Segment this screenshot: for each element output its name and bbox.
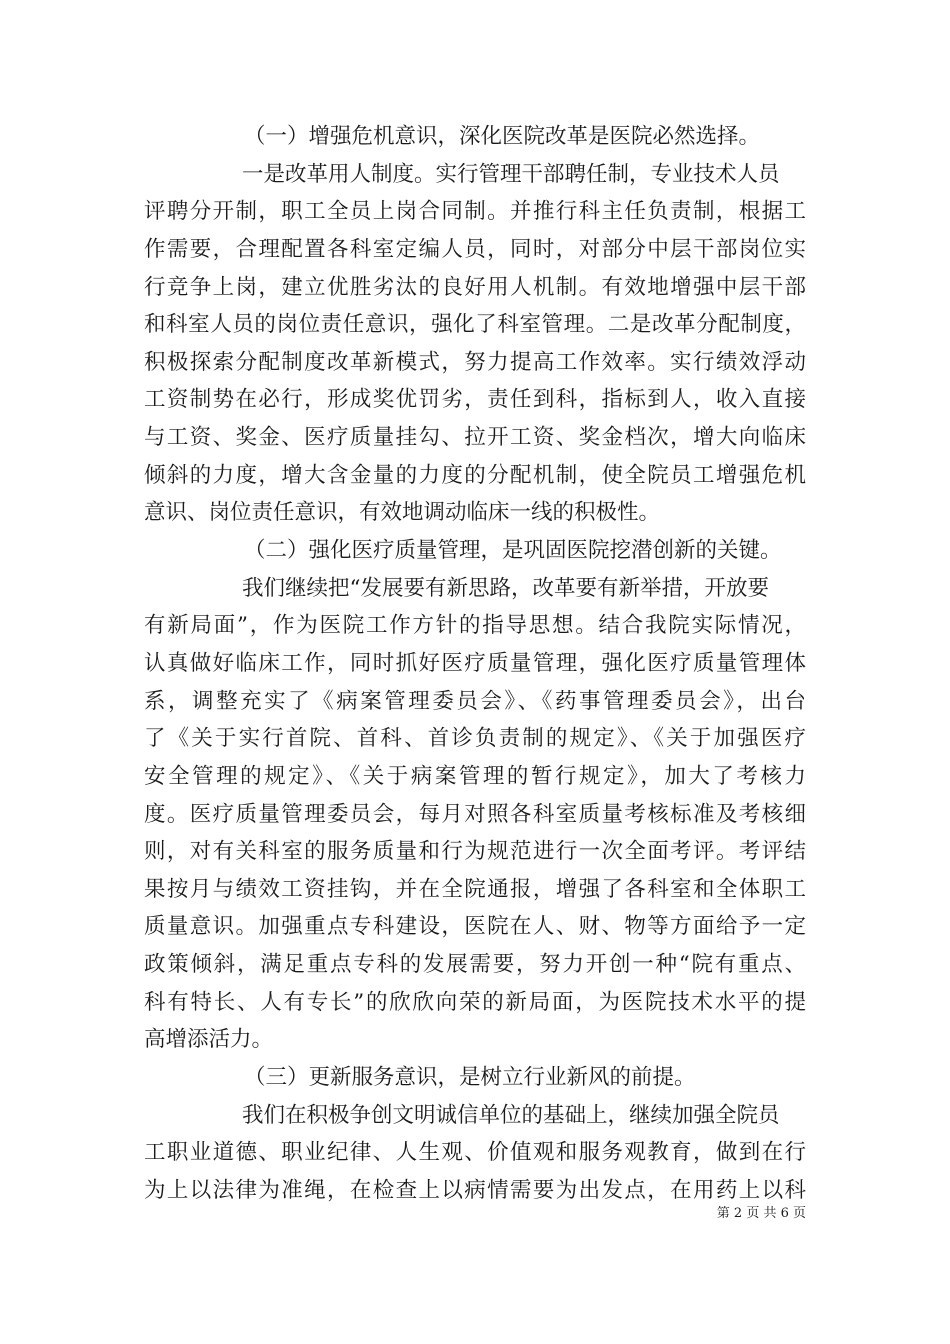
text-line: 高增添活力。 bbox=[144, 1027, 274, 1053]
text-line: 认真做好临床工作，同时抓好医疗质量管理，强化医疗质量管理体 bbox=[144, 650, 806, 676]
text-line: 倾斜的力度，增大含金量的力度的分配机制，使全院员工增强危机 bbox=[144, 462, 806, 488]
text-line: 质量意识。加强重点专科建设，医院在人、财、物等方面给予一定 bbox=[144, 914, 806, 940]
text-line: 安全管理的规定》、《关于病案管理的暂行规定》，加大了考核力 bbox=[144, 763, 806, 789]
text-line: 作需要，合理配置各科室定编人员，同时，对部分中层干部岗位实 bbox=[144, 236, 806, 262]
text-line: 评聘分开制，职工全员上岗合同制。并推行科主任负责制，根据工 bbox=[144, 199, 806, 225]
text-line: 系，调整充实了《病案管理委员会》、《药事管理委员会》，出台 bbox=[144, 688, 806, 714]
text-line: 果按月与绩效工资挂钩，并在全院通报，增强了各科室和全体职工 bbox=[144, 876, 806, 902]
text-line: 为上以法律为准绳，在检查上以病情需要为出发点，在用药上以科 bbox=[144, 1177, 806, 1203]
document-body bbox=[144, 118, 806, 1210]
text-line: 政策倾斜，满足重点专科的发展需要，努力开创一种“院有重点、 bbox=[144, 952, 806, 978]
text-line: 行竞争上岗，建立优胜劣汰的良好用人机制。有效地增强中层干部 bbox=[144, 274, 806, 300]
text-line: 工资制势在必行，形成奖优罚劣，责任到科，指标到人，收入直接 bbox=[144, 387, 806, 413]
text-line: 工职业道德、职业纪律、人生观、价值观和服务观教育，做到在行 bbox=[144, 1140, 806, 1166]
text-line: 有新局面”，作为医院工作方针的指导思想。结合我院实际情况， bbox=[144, 613, 806, 639]
section-heading: （二）强化医疗质量管理，是巩固医院挖潜创新的关键。 bbox=[244, 538, 782, 564]
text-line: 和科室人员的岗位责任意识，强化了科室管理。二是改革分配制度， bbox=[144, 312, 806, 338]
text-line: 则，对有关科室的服务质量和行为规范进行一次全面考评。考评结 bbox=[144, 839, 806, 865]
text-line: 一是改革用人制度。实行管理干部聘任制，专业技术人员 bbox=[242, 161, 780, 187]
text-line: 我们继续把“发展要有新思路，改革要有新举措，开放要 bbox=[242, 575, 769, 601]
text-line: 度。医疗质量管理委员会，每月对照各科室质量考核标准及考核细 bbox=[144, 801, 806, 827]
text-line: 积极探索分配制度改革新模式，努力提高工作效率。实行绩效浮动 bbox=[144, 349, 806, 375]
section-heading: （一）增强危机意识，深化医院改革是医院必然选择。 bbox=[244, 124, 761, 149]
text-line: 科有特长、人有专长”的欣欣向荣的新局面，为医院技术水平的提 bbox=[144, 989, 806, 1015]
section-heading: （三）更新服务意识，是树立行业新风的前提。 bbox=[244, 1065, 696, 1091]
page-number: 第 2 页 共 6 页 bbox=[716, 1206, 806, 1221]
text-line: 了《关于实行首院、首科、首诊负责制的规定》、《关于加强医疗 bbox=[144, 726, 806, 752]
text-line: 我们在积极争创文明诚信单位的基础上，继续加强全院员 bbox=[242, 1102, 780, 1128]
text-line: 意识、岗位责任意识，有效地调动临床一线的积极性。 bbox=[144, 500, 661, 526]
text-line: 与工资、奖金、医疗质量挂勾、拉开工资、奖金档次，增大向临床 bbox=[144, 425, 806, 451]
